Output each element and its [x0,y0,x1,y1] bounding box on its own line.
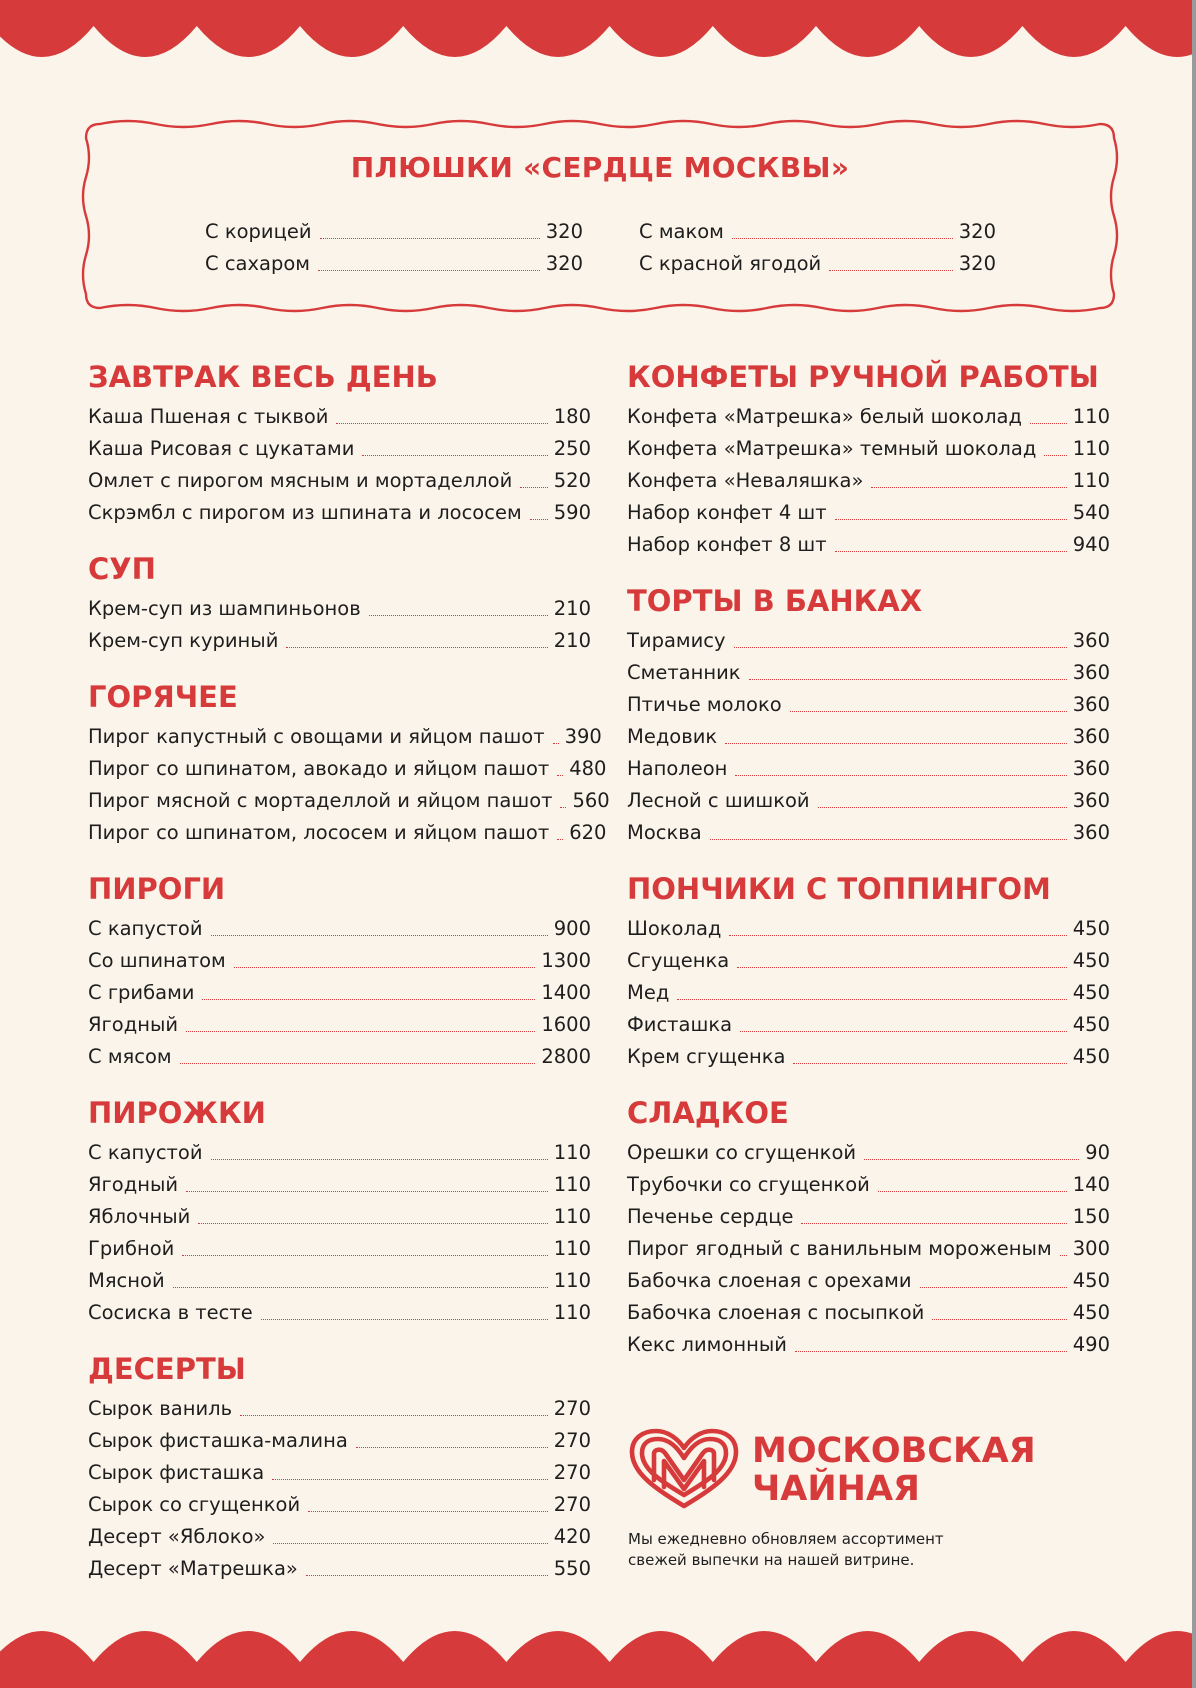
menu-item-price: 110 [553,1205,591,1228]
top-scallop-border [0,0,1196,80]
dot-leader [356,1447,548,1448]
dot-leader [1060,1255,1067,1256]
menu-item-name: Яблочный [88,1205,191,1228]
dot-leader [182,1255,547,1256]
menu-item-name: Сосиска в тесте [88,1301,253,1324]
menu-item [88,785,610,817]
brand-name-line2: ЧАЙНАЯ [752,1469,920,1509]
dot-leader [818,807,1067,808]
menu-item-price: 360 [1072,821,1110,844]
dot-leader [864,1159,1079,1160]
menu-item-name: Десерт «Яблоко» [88,1525,266,1548]
menu-item [88,1457,591,1489]
menu-item-price: 940 [1072,533,1110,556]
menu-item-price: 320 [958,252,996,275]
menu-column-right [627,353,1110,1361]
menu-column-left [88,353,610,1585]
section-gap [627,561,1110,577]
menu-item [88,1041,591,1073]
menu-item-name: Десерт «Матрешка» [88,1557,298,1580]
menu-item [627,1041,1110,1073]
brand-name [752,1432,1112,1508]
menu-item [627,1265,1110,1297]
menu-item [627,721,1110,753]
menu-item [88,1169,591,1201]
menu-item-name: Набор конфет 4 шт [627,501,827,524]
menu-item-name: Печенье сердце [627,1205,794,1228]
menu-item-price: 110 [553,1301,591,1324]
menu-item [627,1009,1110,1041]
dot-leader [530,519,548,520]
menu-item-price: 110 [553,1237,591,1260]
menu-item-name: Сырок фисташка [88,1461,265,1484]
menu-item [627,497,1110,529]
brand-note-line2: свежей выпечки на нашей витрине. [628,1551,915,1569]
menu-item-name: Орешки со сгущенкой [627,1141,857,1164]
menu-item-price: 320 [545,220,583,243]
menu-item-price: 360 [1072,789,1110,812]
section-title: ГОРЯЧЕЕ [88,680,238,714]
dot-leader [737,967,1067,968]
menu-item [88,913,591,945]
menu-item-price: 1600 [541,1013,591,1036]
dot-leader [835,519,1067,520]
scallop-shape [0,1631,1196,1688]
menu-item-name: Омлет с пирогом мясным и мортаделлой [88,469,513,492]
dot-leader [793,1063,1066,1064]
menu-item-name: Сметанник [627,661,741,684]
dot-leader [920,1287,1067,1288]
menu-item [88,1009,591,1041]
section-title: ЗАВТРАК ВЕСЬ ДЕНЬ [88,360,438,394]
menu-item [639,248,996,280]
dot-leader [336,423,547,424]
dot-leader [557,775,563,776]
menu-item-price: 420 [553,1525,591,1548]
dot-leader [878,1191,1067,1192]
menu-item [88,465,591,497]
menu-item-price: 360 [1072,725,1110,748]
dot-leader [732,238,953,239]
menu-item-price: 390 [564,725,602,748]
menu-item [627,529,1110,561]
menu-item-price: 450 [1072,917,1110,940]
menu-item-price: 300 [1072,1237,1110,1260]
dot-leader [1030,423,1067,424]
menu-item [88,1137,591,1169]
menu-item-price: 550 [553,1557,591,1580]
menu-item [205,248,583,280]
menu-item-price: 590 [553,501,591,524]
menu-item-price: 450 [1072,1013,1110,1036]
menu-item [88,1521,591,1553]
menu-item-price: 450 [1072,1045,1110,1068]
menu-item [627,657,1110,689]
menu-item-name: С мясом [88,1045,172,1068]
menu-item-name: Москва [627,821,702,844]
section-title: ПИРОГИ [88,872,226,906]
menu-item [627,945,1110,977]
menu-item [88,721,602,753]
dot-leader [272,1479,548,1480]
page-right-edge [1192,0,1196,1688]
menu-item [88,1553,591,1585]
menu-item-price: 90 [1085,1141,1110,1164]
menu-item-price: 360 [1072,661,1110,684]
dot-leader [202,999,535,1000]
dot-leader [306,1575,548,1576]
menu-item [627,1137,1110,1169]
dot-leader [835,551,1067,552]
menu-item-name: Крем-суп куриный [88,629,279,652]
menu-item [627,1297,1110,1329]
menu-item-name: Пирог ягодный с ванильным мороженым [627,1237,1052,1260]
menu-item-name: Крем сгущенка [627,1045,786,1068]
menu-item-price: 490 [1072,1333,1110,1356]
dot-leader [740,1031,1067,1032]
menu-item [627,401,1110,433]
menu-item-name: Тирамису [627,629,726,652]
section-title: КОНФЕТЫ РУЧНОЙ РАБОТЫ [627,360,1099,394]
section-gap [627,849,1110,865]
menu-item [627,785,1110,817]
menu-item [627,433,1110,465]
menu-item-price: 320 [545,252,583,275]
menu-item [627,1201,1110,1233]
dot-leader [932,1319,1066,1320]
menu-item-price: 110 [1072,437,1110,460]
menu-item-name: С маком [639,220,724,243]
section-title: ТОРТЫ В БАНКАХ [627,584,923,618]
menu-item-name: С капустой [88,1141,203,1164]
menu-item-name: Со шпинатом [88,949,226,972]
heart-m-logo-icon [628,1428,740,1510]
section-title: ДЕСЕРТЫ [88,1352,246,1386]
dot-leader [1044,455,1066,456]
menu-item-price: 140 [1072,1173,1110,1196]
dot-leader [829,270,953,271]
menu-item [88,1393,591,1425]
menu-item-name: Пирог мясной с мортаделлой и яйцом пашот [88,789,553,812]
dot-leader [795,1351,1067,1352]
featured-list-right [639,216,996,280]
dot-leader [729,935,1066,936]
menu-item-name: Грибной [88,1237,175,1260]
menu-item-name: С капустой [88,917,203,940]
menu-item [88,625,591,657]
menu-item-name: Сгущенка [627,949,730,972]
menu-item-name: Конфета «Матрешка» темный шоколад [627,437,1037,460]
menu-item-name: С корицей [205,220,312,243]
menu-item-name: Ягодный [88,1013,179,1036]
section-title: СУП [88,552,156,586]
bottom-scallop-border [0,1608,1196,1688]
menu-item-name: Кекс лимонный [627,1333,787,1356]
menu-item-name: Конфета «Неваляшка» [627,469,864,492]
menu-item [88,1201,591,1233]
menu-item-price: 540 [1072,501,1110,524]
menu-item-price: 150 [1072,1205,1110,1228]
menu-item [627,625,1110,657]
menu-item [88,1233,591,1265]
menu-item-name: Набор конфет 8 шт [627,533,827,556]
section-gap [627,1073,1110,1089]
featured-list-left [205,216,583,280]
dot-leader [286,647,547,648]
menu-item-name: Лесной с шишкой [627,789,810,812]
menu-item [88,401,591,433]
dot-leader [198,1223,547,1224]
dot-leader [186,1031,535,1032]
menu-item-name: Сырок со сгущенкой [88,1493,301,1516]
menu-item-price: 480 [569,757,607,780]
menu-item-name: Каша Пшеная с тыквой [88,405,329,428]
dot-leader [735,775,1066,776]
brand-note-line1: Мы ежедневно обновляем ассортимент [628,1530,944,1548]
menu-item-price: 110 [553,1269,591,1292]
menu-item [627,1233,1110,1265]
menu-item-price: 270 [553,1429,591,1452]
menu-item-name: Пирог капустный с овощами и яйцом пашот [88,725,545,748]
menu-item-name: С грибами [88,981,195,1004]
menu-item-price: 620 [569,821,607,844]
menu-item-price: 1300 [541,949,591,972]
menu-item [627,977,1110,1009]
menu-item [627,465,1110,497]
dot-leader [734,647,1067,648]
scallop-shape [0,0,1196,57]
menu-item-price: 450 [1072,981,1110,1004]
section-gap [88,1073,591,1089]
dot-leader [173,1287,548,1288]
menu-item-price: 110 [553,1173,591,1196]
dot-leader [369,615,548,616]
dot-leader [273,1543,547,1544]
dot-leader [320,238,540,239]
menu-item [205,216,583,248]
menu-item-price: 270 [553,1461,591,1484]
section-gap [88,1329,591,1345]
menu-item-name: Пирог со шпинатом, лососем и яйцом пашот [88,821,550,844]
menu-item [88,1425,591,1457]
menu-item-name: Скрэмбл с пирогом из шпината и лососем [88,501,522,524]
menu-item-name: Мед [627,981,670,1004]
menu-item-price: 900 [553,917,591,940]
menu-item-price: 520 [553,469,591,492]
dot-leader [318,270,540,271]
menu-item [627,753,1110,785]
dot-leader [677,999,1066,1000]
menu-item-name: Фисташка [627,1013,733,1036]
menu-item [88,817,607,849]
menu-item-price: 560 [572,789,610,812]
menu-item [627,689,1110,721]
menu-item [88,433,591,465]
menu-item-price: 360 [1072,757,1110,780]
menu-item-name: Крем-суп из шампиньонов [88,597,361,620]
menu-item [88,593,591,625]
section-title: СЛАДКОЕ [627,1096,789,1130]
menu-item [88,977,591,1009]
dot-leader [871,487,1066,488]
menu-item-name: С красной ягодой [639,252,822,275]
menu-item-price: 210 [553,629,591,652]
menu-item-name: Наполеон [627,757,728,780]
dot-leader [553,743,559,744]
menu-item-name: Трубочки со сгущенкой [627,1173,870,1196]
dot-leader [710,839,1067,840]
menu-item [627,1329,1110,1361]
section-gap [88,529,591,545]
dot-leader [261,1319,548,1320]
dot-leader [240,1415,548,1416]
dot-leader [211,935,548,936]
menu-item-price: 110 [1072,469,1110,492]
menu-item [627,1169,1110,1201]
menu-item-price: 450 [1072,949,1110,972]
section-gap [88,657,591,673]
menu-item [88,945,591,977]
menu-item-price: 2800 [541,1045,591,1068]
menu-item-price: 450 [1072,1301,1110,1324]
dot-leader [790,711,1067,712]
brand-note [628,1529,1058,1571]
menu-item-name: Шоколад [627,917,722,940]
menu-item-price: 180 [553,405,591,428]
menu-item-name: Пирог со шпинатом, авокадо и яйцом пашот [88,757,550,780]
menu-item-name: Медовик [627,725,718,748]
menu-item [88,497,591,529]
menu-item-price: 250 [553,437,591,460]
dot-leader [211,1159,548,1160]
menu-item-name: Конфета «Матрешка» белый шоколад [627,405,1022,428]
menu-item-name: С сахаром [205,252,310,275]
menu-item [627,913,1110,945]
dot-leader [749,679,1067,680]
menu-item-price: 1400 [541,981,591,1004]
dot-leader [557,839,563,840]
menu-item [88,1297,591,1329]
section-title: ПОНЧИКИ С ТОППИНГОМ [627,872,1051,906]
dot-leader [186,1191,548,1192]
dot-leader [308,1511,548,1512]
menu-item-name: Бабочка слоеная с орехами [627,1269,912,1292]
dot-leader [362,455,547,456]
menu-item-name: Сырок фисташка-малина [88,1429,348,1452]
dot-leader [801,1223,1066,1224]
menu-item [88,753,607,785]
brand-name-line1: МОСКОВСКАЯ [752,1431,1036,1471]
menu-item-name: Ягодный [88,1173,179,1196]
menu-item [639,216,996,248]
menu-item-name: Бабочка слоеная с посыпкой [627,1301,925,1324]
menu-item-price: 110 [553,1141,591,1164]
menu-item [88,1489,591,1521]
dot-leader [725,743,1067,744]
menu-item-price: 320 [958,220,996,243]
featured-title: ПЛЮШКИ «СЕРДЦЕ МОСКВЫ» [350,151,850,184]
section-gap [88,849,591,865]
menu-item-price: 450 [1072,1269,1110,1292]
menu-item-price: 270 [553,1493,591,1516]
section-title: ПИРОЖКИ [88,1096,266,1130]
menu-item-name: Птичье молоко [627,693,782,716]
menu-item-price: 210 [553,597,591,620]
dot-leader [560,807,566,808]
menu-item-name: Сырок ваниль [88,1397,233,1420]
dot-leader [520,487,548,488]
dot-leader [234,967,536,968]
menu-item-name: Мясной [88,1269,165,1292]
menu-item-price: 110 [1072,405,1110,428]
menu-item [88,1265,591,1297]
dot-leader [180,1063,536,1064]
menu-item-price: 360 [1072,629,1110,652]
menu-item-name: Каша Рисовая с цукатами [88,437,355,460]
menu-item-price: 360 [1072,693,1110,716]
menu-item [627,817,1110,849]
menu-item-price: 270 [553,1397,591,1420]
